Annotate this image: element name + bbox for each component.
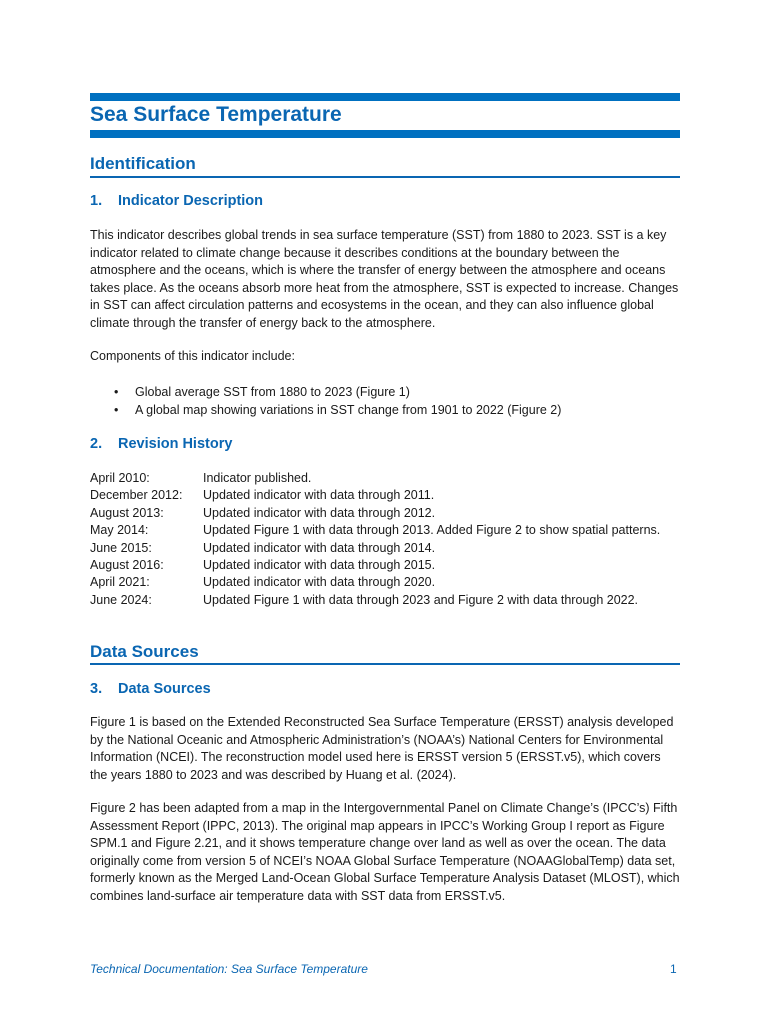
section-title: Indicator Description	[118, 193, 264, 209]
table-row	[90, 505, 660, 522]
data-sources-paragraph-2: Figure 2 has been adapted from a map in the Intergovernmental Panel on Climate Change’s (IPCC’s) Fifth Assessment Report (IPPC, 2013). The original map appears in IPCC’s Working Group I report as Figure SPM.1 and Figure 2.21, and it shows temperature change over land as well as over the ocean. The data originally come from version 5 of NCEI’s NOAA Global Surface Temperature (NOAAGlobalTemp) data set, formerly known as the Merged Land-Ocean Global Surface Temperature Analysis Dataset (MLOST), which combines land-surface air temperature data with SST data from ERSST.v5.	[90, 801, 680, 903]
revision-text: Updated Figure 1 with data through 2023 and Figure 2 with data through 2022.	[203, 592, 639, 607]
page-number: 1	[670, 962, 677, 976]
revision-date: August 2013:	[90, 505, 164, 520]
indicator-description-heading	[90, 193, 263, 209]
table-row	[90, 592, 660, 609]
data-sources-subheading	[90, 681, 211, 697]
table-row	[90, 522, 660, 539]
data-sources-rule	[90, 663, 680, 665]
data-sources-paragraph-1: Figure 1 is based on the Extended Reconstructed Sea Surface Temperature (ERSST) analysis developed by the National Oceanic and Atmospheric Administration’s (NOAA’s) National Centers for Environmental Information (NCEI). The reconstruction model used here is ERSST version 5 (ERSST.v5), which covers the years 1880 to 2023 and was described by Huang et al. (2024).	[90, 715, 674, 782]
table-row	[90, 557, 660, 574]
section-number: 2.	[90, 436, 103, 452]
table-row	[90, 540, 660, 557]
revision-date: April 2010:	[90, 471, 150, 485]
revision-history-heading	[90, 436, 232, 452]
revision-date: December 2012:	[90, 488, 183, 503]
revision-date: June 2015:	[90, 540, 152, 555]
revision-text: Updated indicator with data through 2014.	[203, 540, 436, 555]
document-title: Sea Surface Temperature	[90, 103, 342, 126]
revision-text: Updated indicator with data through 2020.	[203, 575, 436, 590]
revision-date: May 2014:	[90, 523, 149, 538]
revision-history-table	[90, 470, 660, 609]
section-title: Data Sources	[118, 681, 211, 697]
data-sources-heading: Data Sources	[90, 642, 199, 661]
revision-text: Updated indicator with data through 2012.	[203, 505, 436, 520]
section-number: 3.	[90, 681, 103, 697]
revision-text: Indicator published.	[203, 471, 312, 485]
footer-title: Technical Documentation: Sea Surface Temperature	[90, 962, 368, 976]
title-bar-top	[90, 93, 680, 101]
revision-text: Updated Figure 1 with data through 2013. Added Figure 2 to show spatial patterns.	[203, 523, 661, 538]
components-intro: Components of this indicator include:	[90, 349, 295, 363]
components-list	[90, 383, 680, 419]
revision-text: Updated indicator with data through 2015.	[203, 558, 436, 573]
revision-date: April 2021:	[90, 575, 150, 590]
identification-rule	[90, 176, 680, 178]
list-item: • Global average SST from 1880 to 2023 (Figure 1)	[90, 383, 680, 401]
list-item: • A global map showing variations in SST change from 1901 to 2022 (Figure 2)	[90, 401, 680, 419]
revision-date: August 2016:	[90, 558, 164, 573]
table-row	[90, 574, 660, 591]
table-row	[90, 487, 660, 504]
indicator-description-paragraph: This indicator describes global trends in sea surface temperature (SST) from 1880 to 2023. SST is a key indicator related to climate change because it describes conditions at the boundary between the atmosphere and the oceans, which is where the transfer of energy between the atmosphere and oceans takes place. As the oceans absorb more heat from the atmosphere, SST is expected to increase. Changes in SST can affect circulation patterns and ecosystems in the ocean, and they can also influence global climate through the transfer of energy back to the atmosphere.	[90, 228, 679, 330]
identification-heading: Identification	[90, 154, 196, 173]
table-row	[90, 470, 660, 487]
section-number: 1.	[90, 193, 103, 209]
section-title: Revision History	[118, 436, 233, 452]
title-bar-bottom	[90, 130, 680, 138]
revision-date: June 2024:	[90, 592, 152, 607]
revision-text: Updated indicator with data through 2011.	[203, 488, 435, 503]
